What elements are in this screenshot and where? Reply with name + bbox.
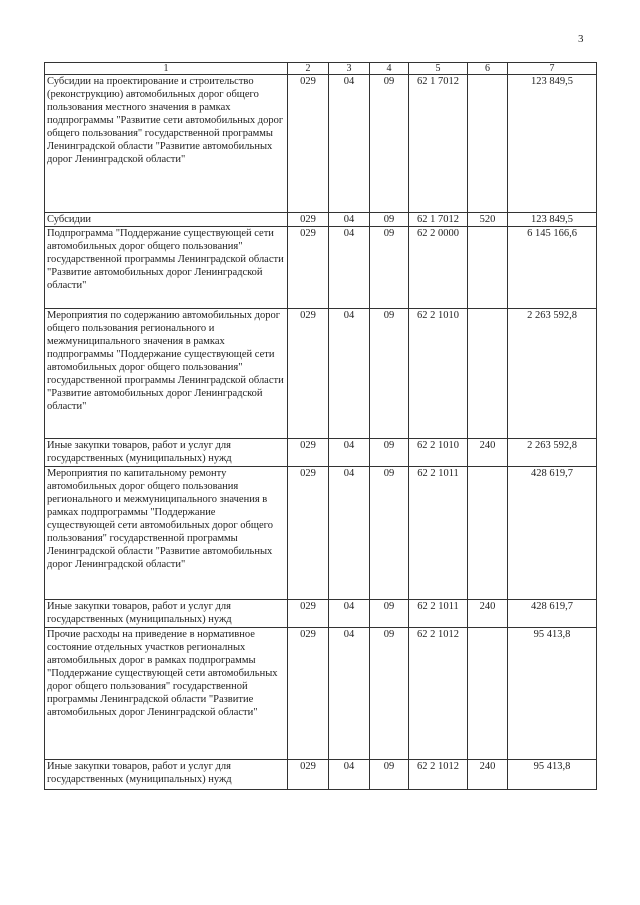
cell-subsection: 09 [370, 439, 409, 467]
cell-expense-type: 240 [468, 439, 508, 467]
cell-amount: 6 145 166,6 [508, 227, 597, 309]
cell-target-article: 62 2 1010 [409, 309, 468, 439]
column-header: 3 [329, 63, 370, 75]
cell-expense-type: 240 [468, 600, 508, 628]
column-header: 1 [45, 63, 288, 75]
cell-ministry-code: 029 [288, 309, 329, 439]
cell-ministry-code: 029 [288, 75, 329, 213]
row-description: Мероприятия по капитальному ремонту автомобильных дорог общего пользования регионального и межмуниципального значения в рамках подпрограммы "Поддержание существующей сети автомобильных дорог общего пользования" государственной программы Ленинградской области "Развитие автомобильных дорог Ленинградской области" [45, 467, 288, 600]
cell-target-article: 62 1 7012 [409, 75, 468, 213]
table-row [45, 439, 597, 467]
row-description: Прочие расходы на приведение в нормативное состояние отдельных участков регионалных автомобильных дорог в рамках подпрограммы "Поддержание существующей сети автомобильных дорог общего пользования" государственной программы Ленинградской области "Развитие автомобильных дорог Ленинградской области" [45, 628, 288, 760]
column-header: 6 [468, 63, 508, 75]
cell-expense-type: 520 [468, 213, 508, 227]
row-description: Субсидии на проектирование и строительство (реконструкцию) автомобильных дорог общего пользования местного значения в рамках подпрограммы "Развитие сети автомобильных дорог общего пользования" государственной программы Ленинградской области "Развитие автомобильных дорог Ленинградской области" [45, 75, 288, 213]
cell-ministry-code: 029 [288, 467, 329, 600]
table-row [45, 628, 597, 760]
cell-expense-type [468, 75, 508, 213]
table-row [45, 75, 597, 213]
cell-ministry-code: 029 [288, 628, 329, 760]
budget-table [44, 62, 597, 790]
cell-section: 04 [329, 600, 370, 628]
column-header: 7 [508, 63, 597, 75]
table-row [45, 760, 597, 790]
row-description: Мероприятия по содержанию автомобильных дорог общего пользования регионального и межмуниципального значения в рамках подпрограммы "Поддержание существующей сети автомобильных дорог общего пользования" государственной программы Ленинградской области "Развитие автомобильных дорог Ленинградской области" [45, 309, 288, 439]
cell-subsection: 09 [370, 309, 409, 439]
cell-section: 04 [329, 628, 370, 760]
cell-ministry-code: 029 [288, 439, 329, 467]
cell-section: 04 [329, 760, 370, 790]
cell-subsection: 09 [370, 213, 409, 227]
cell-ministry-code: 029 [288, 213, 329, 227]
cell-expense-type: 240 [468, 760, 508, 790]
cell-amount: 2 263 592,8 [508, 439, 597, 467]
row-description: Субсидии [45, 213, 288, 227]
cell-expense-type [468, 309, 508, 439]
cell-ministry-code: 029 [288, 760, 329, 790]
row-description: Иные закупки товаров, работ и услуг для государственных (муниципальных) нужд [45, 760, 288, 790]
cell-expense-type [468, 227, 508, 309]
cell-amount: 95 413,8 [508, 628, 597, 760]
cell-amount: 428 619,7 [508, 600, 597, 628]
column-header: 4 [370, 63, 409, 75]
cell-target-article: 62 2 1010 [409, 439, 468, 467]
cell-amount: 95 413,8 [508, 760, 597, 790]
column-header: 2 [288, 63, 329, 75]
cell-target-article: 62 2 1012 [409, 628, 468, 760]
cell-section: 04 [329, 439, 370, 467]
cell-target-article: 62 1 7012 [409, 213, 468, 227]
cell-section: 04 [329, 467, 370, 600]
table-header-row [45, 63, 597, 75]
cell-target-article: 62 2 1012 [409, 760, 468, 790]
cell-expense-type [468, 467, 508, 600]
table-row [45, 309, 597, 439]
cell-target-article: 62 2 1011 [409, 467, 468, 600]
table-row [45, 213, 597, 227]
table-row [45, 467, 597, 600]
cell-section: 04 [329, 227, 370, 309]
cell-amount: 123 849,5 [508, 213, 597, 227]
table-row [45, 600, 597, 628]
row-description: Подпрограмма "Поддержание существующей сети автомобильных дорог общего пользования" государственной программы Ленинградской области "Развитие автомобильных дорог Ленинградской области" [45, 227, 288, 309]
cell-target-article: 62 2 1011 [409, 600, 468, 628]
cell-amount: 123 849,5 [508, 75, 597, 213]
cell-subsection: 09 [370, 628, 409, 760]
cell-expense-type [468, 628, 508, 760]
table-row [45, 227, 597, 309]
cell-subsection: 09 [370, 760, 409, 790]
cell-amount: 428 619,7 [508, 467, 597, 600]
cell-section: 04 [329, 213, 370, 227]
cell-subsection: 09 [370, 227, 409, 309]
cell-subsection: 09 [370, 600, 409, 628]
column-header: 5 [409, 63, 468, 75]
cell-section: 04 [329, 309, 370, 439]
cell-ministry-code: 029 [288, 227, 329, 309]
row-description: Иные закупки товаров, работ и услуг для государственных (муниципальных) нужд [45, 600, 288, 628]
cell-section: 04 [329, 75, 370, 213]
row-description: Иные закупки товаров, работ и услуг для государственных (муниципальных) нужд [45, 439, 288, 467]
cell-target-article: 62 2 0000 [409, 227, 468, 309]
cell-amount: 2 263 592,8 [508, 309, 597, 439]
cell-subsection: 09 [370, 75, 409, 213]
cell-ministry-code: 029 [288, 600, 329, 628]
page-number: 3 [578, 33, 584, 45]
cell-subsection: 09 [370, 467, 409, 600]
